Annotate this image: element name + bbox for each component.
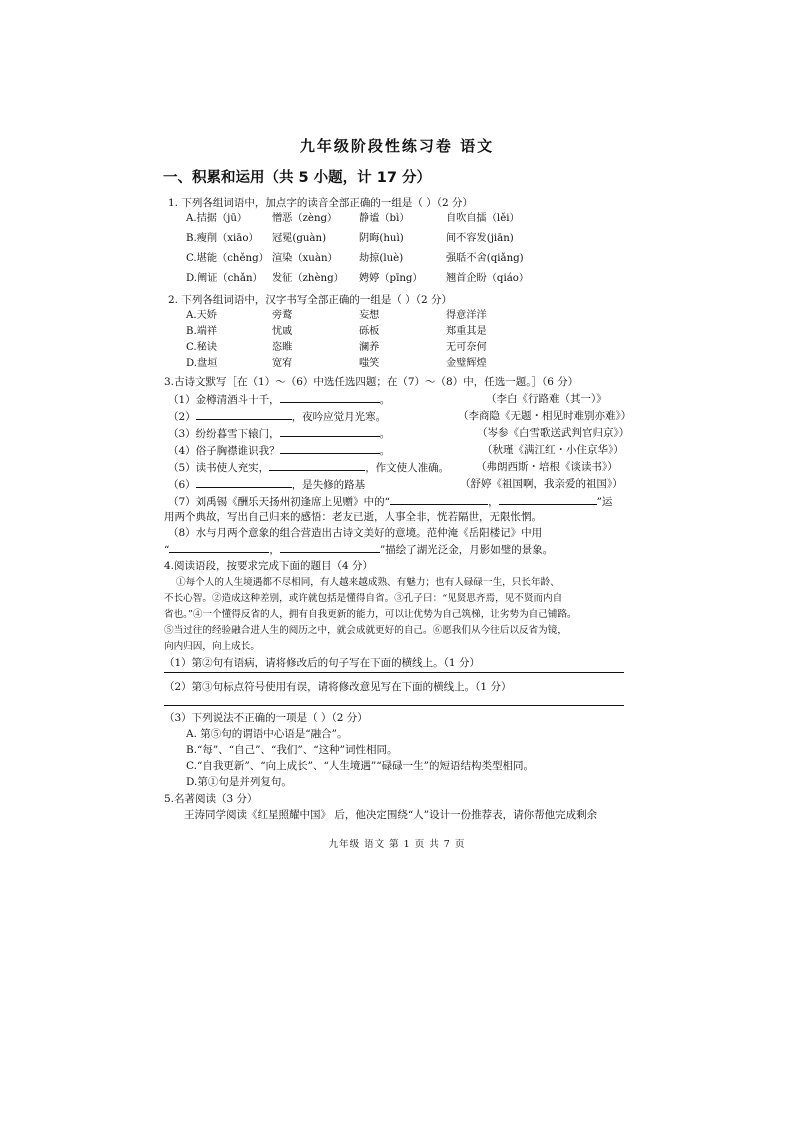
q3-source-4: （秋瑾《满江红・小住京华》）: [482, 444, 624, 456]
q4-passage-line: ⑤当过往的经验融合进人生的阅历之中，就会成就更好的自己。⑥愿我们从今往后以反省为镜，: [164, 625, 567, 636]
q3-line-4: （4）俗子胸襟谁识我？ 。: [168, 445, 391, 457]
q1-row-d-c3: 娉婷（pīng）: [359, 273, 423, 284]
q4-passage-line: 不长心智。②造成这种差别，或许就包括是懂得自省。③孔子曰：“见贤思齐焉，见不贤而内自: [164, 593, 563, 604]
q2-row-b-c1: B.端祥: [186, 326, 218, 337]
blank-line[interactable]: [280, 542, 380, 553]
q5-text: 王涛同学阅读《红星照耀中国》 后，他决定围绕“人”设计一份推荐表，请你帮他完成剩余: [184, 809, 598, 821]
q3-source-2: （李商隐《无题・相见时难别亦难》）: [458, 410, 632, 422]
q2-row-b-c2: 忧戚: [272, 326, 293, 337]
q5-stem: 5.名著阅读（3 分）: [164, 793, 258, 805]
q2-row-d-c1: D.盘垣: [186, 358, 218, 369]
q2-row-c-c1: C.秘诀: [186, 342, 218, 353]
q1-row-a-c4: 自吹自擂（lěi）: [446, 213, 520, 224]
q1-row-b-c2: 冠冕(guàn): [272, 233, 327, 244]
page-title: 九年级阶段性练习卷 语文: [299, 137, 495, 155]
section-heading: 一、积累和运用（共 5 小题，计 17 分）: [163, 170, 431, 186]
q3-line-8-cont: “ ， ”描绘了湖光泛金，月影如璧的景象。: [164, 544, 554, 556]
q3-source-5: （弗朗西斯・培根《谈读书》）: [476, 461, 618, 473]
q4-option-c: C.“自我更新”、“向上成长”、“人生境遇”“碌碌一生”的短语结构类型相同。: [186, 760, 534, 772]
q2-row-d-c3: 嗤笑: [359, 358, 380, 369]
q2-row-b-c3: 砾板: [359, 326, 380, 337]
q1-row-d-c2: 发征（zhèng）: [272, 273, 344, 284]
q4-option-d: D.第①句是并列复句。: [186, 776, 292, 788]
q1-row-b-c1: B.瘦削（xiāo）: [186, 233, 259, 244]
blank-line[interactable]: [280, 392, 380, 403]
q1-row-d-c1: D.阐证（chǎn）: [186, 273, 263, 284]
q4-stem: 4.阅读语段，按要求完成下面的题目（4 分）: [164, 560, 374, 572]
blank-line[interactable]: [499, 494, 597, 505]
q3-line-3: （3）纷纷暮雪下辕门， 。: [168, 428, 391, 440]
answer-line[interactable]: [164, 672, 624, 673]
q1-row-b-c3: 阴晦(huì): [359, 233, 404, 244]
q2-row-a-c4: 得意洋洋: [446, 310, 487, 321]
blank-line[interactable]: [196, 477, 292, 488]
page-footer: 九年级 语文 第 1 页 共 7 页: [328, 839, 466, 850]
q3-line-7-cont: 用两个典故，写出自己归来的感悟：老友已逝，人事全非，恍若隔世，无限怅惘。: [164, 511, 542, 523]
q1-row-a-c2: 憎恶（zèng）: [272, 213, 338, 224]
q2-row-c-c4: 无可奈何: [446, 342, 487, 353]
q1-row-c-c4: 强聒不舍(qiǎng): [446, 253, 524, 264]
q2-row-d-c2: 宽宥: [272, 358, 293, 369]
q3-source-1: （李白《行路难（其一）》: [486, 393, 607, 405]
q3-line-5: （5）读书使人充实， ，作文使人准确。: [168, 462, 450, 474]
q2-row-d-c4: 金璧辉煌: [446, 358, 487, 369]
q3-source-6: （舒婷《祖国啊，我亲爱的祖国》）: [460, 478, 623, 490]
q1-row-a-c1: A.拮据（jū）: [186, 213, 248, 224]
q4-passage-line: ①每个人的人生境遇都不尽相同，有人越来越成熟、有魅力；也有人碌碌一生，只长年龄、: [176, 577, 560, 588]
blank-line[interactable]: [390, 494, 488, 505]
blank-line[interactable]: [196, 409, 292, 420]
q3-line-6: （6） ，是失修的路基: [168, 479, 366, 491]
q3-line-7: （7）刘禹锡《酬乐天扬州初逢席上见赠》中的“ ， ”运: [168, 496, 613, 508]
q2-row-a-c1: A.天娇: [186, 310, 217, 321]
q1-row-d-c4: 翘首企盼（qiáo）: [446, 273, 530, 284]
q1-row-a-c3: 静谧（bì）: [359, 213, 410, 224]
q2-row-c-c2: 恣睢: [272, 342, 293, 353]
q4-passage-line: 向内归因，向上成长。: [164, 641, 260, 652]
blank-line[interactable]: [269, 460, 365, 471]
q2-row-c-c3: 澜养: [359, 342, 380, 353]
q4-sub1: （1）第②句有语病，请将修改后的句子写在下面的横线上。（1 分）: [164, 657, 480, 669]
q2-row-a-c2: 旁鹜: [272, 310, 293, 321]
q1-row-c-c1: C.堪能（chěng）: [186, 253, 269, 264]
answer-line[interactable]: [164, 705, 624, 706]
q1-row-c-c2: 渲染（xuàn）: [272, 253, 338, 264]
q4-passage-line: 省也。”④一个懂得反省的人，拥有自我更新的能力，可以让优势为自己筑梯，让劣势为自己铺路。: [164, 609, 577, 620]
blank-line[interactable]: [280, 443, 380, 454]
blank-line[interactable]: [169, 542, 269, 553]
q2-row-a-c3: 妄想: [359, 310, 380, 321]
q3-source-3: （岑参《白雪歌送武判官归京》）: [477, 427, 630, 439]
q4-sub3: （3）下列说法不正确的一项是（ ）（2 分）: [164, 712, 368, 724]
q1-stem: 1. 下列各组词语中，加点字的读音全部正确的一组是（ ）（2 分）: [168, 197, 473, 209]
q4-option-a: A. 第⑤句的谓语中心语是“融合”。: [186, 728, 348, 740]
q3-line-2: （2） ，夜吟应觉月光寒。: [168, 411, 387, 423]
blank-line[interactable]: [280, 426, 380, 437]
q3-line-8: （8）水与月两个意象的组合营造出古诗文美好的意境。范仲淹《岳阳楼记》中用: [168, 527, 543, 539]
q2-row-b-c4: 郑重其是: [446, 326, 487, 337]
q4-option-b: B.“每”、“自己”、“我们”、“这种”词性相同。: [186, 744, 398, 756]
q4-sub2: （2）第③句标点符号使用有误，请将修改意见写在下面的横线上。（1 分）: [164, 681, 512, 693]
q1-row-b-c4: 间不容发(jiān): [446, 233, 514, 244]
q2-stem: 2. 下列各组词语中，汉字书写全部正确的一组是（ ）（2 分）: [168, 294, 452, 306]
q1-row-c-c3: 劫掠(luè): [359, 253, 404, 264]
q3-line-1: （1）金樽清酒斗十千， 。: [168, 394, 391, 406]
q3-stem: 3.古诗文默写［在（1）～（6）中选任选四题；在（7）～（8）中，任选一题。］（6 分）: [164, 376, 579, 388]
